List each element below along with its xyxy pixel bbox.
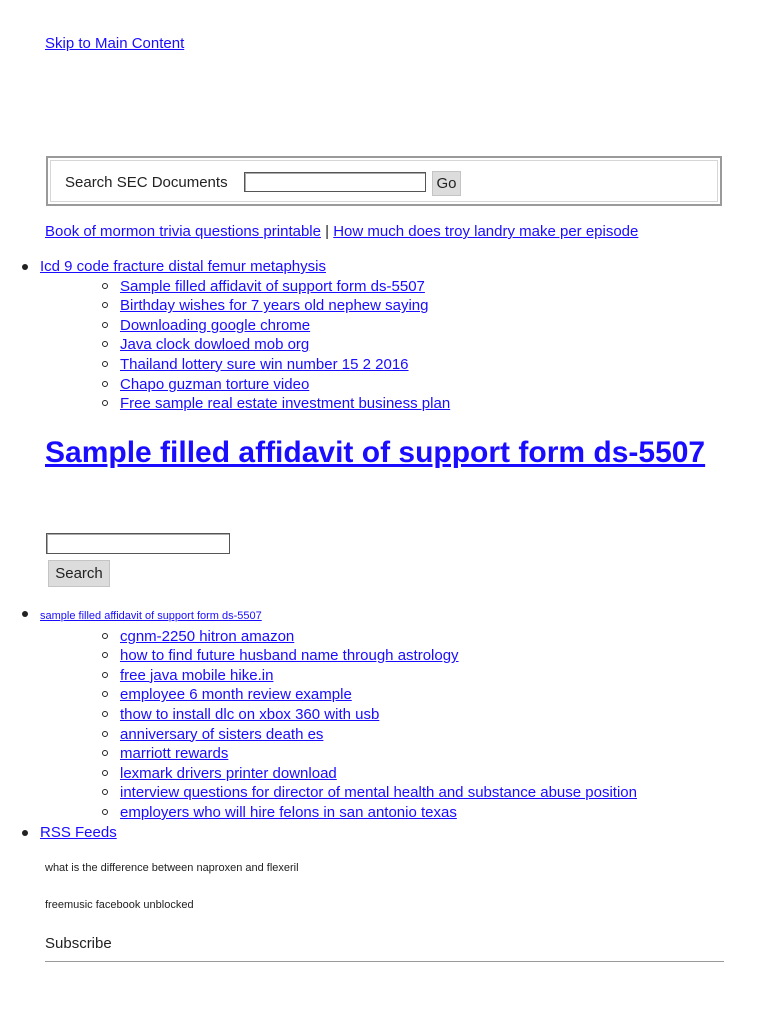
search-input[interactable]: [46, 533, 230, 554]
nav-sublist: [40, 277, 450, 414]
nav-sub-link[interactable]: thow to install dlc on xbox 360 with usb: [120, 705, 380, 723]
circle-bullet-icon: [102, 789, 108, 795]
circle-bullet-icon: [102, 809, 108, 815]
nav-top-link[interactable]: sample filled affidavit of support form ds-5507: [40, 610, 262, 622]
circle-bullet-icon: [102, 341, 108, 347]
list-item: [40, 316, 450, 336]
list-item: [40, 725, 637, 745]
nav-list-bottom: [0, 605, 637, 842]
nav-sub-link[interactable]: Thailand lottery sure win number 15 2 2016: [120, 355, 409, 373]
list-item: [40, 666, 637, 686]
related-links: [45, 223, 638, 241]
circle-bullet-icon: [102, 711, 108, 717]
list-item: [0, 257, 450, 414]
nav-sub-link[interactable]: lexmark drivers printer download: [120, 764, 337, 782]
bullet-icon: [22, 830, 28, 836]
nav-sub-link[interactable]: Free sample real estate investment business plan: [120, 395, 451, 413]
footer-text-1: what is the difference between naproxen and flexeril: [45, 862, 299, 874]
page-title: [45, 433, 725, 472]
list-item: [40, 355, 450, 375]
subscribe-heading: Subscribe: [45, 935, 112, 952]
related-link-2[interactable]: How much does troy landry make per episode: [333, 223, 639, 240]
nav-sub-link[interactable]: employers who will hire felons in san antonio texas: [120, 803, 457, 821]
nav-sub-link[interactable]: interview questions for director of mental health and substance abuse position: [120, 784, 637, 802]
nav-sub-link[interactable]: anniversary of sisters death es: [120, 725, 324, 743]
list-item: [40, 394, 450, 414]
list-item: [40, 705, 637, 725]
circle-bullet-icon: [102, 400, 108, 406]
nav-sub-link[interactable]: Birthday wishes for 7 years old nephew saying: [120, 297, 429, 315]
list-item: [40, 764, 637, 784]
rss-feeds-link[interactable]: RSS Feeds: [40, 823, 117, 841]
sec-search-box-inner: [50, 160, 718, 202]
circle-bullet-icon: [102, 633, 108, 639]
footer-text-2: freemusic facebook unblocked: [45, 899, 194, 911]
list-item: [40, 627, 637, 647]
nav-sublist: [40, 627, 637, 823]
list-item: [40, 375, 450, 395]
circle-bullet-icon: [102, 731, 108, 737]
list-item: [40, 335, 450, 355]
bullet-icon: [22, 264, 28, 270]
nav-sub-link[interactable]: marriott rewards: [120, 745, 229, 763]
nav-sub-link[interactable]: employee 6 month review example: [120, 686, 352, 704]
related-links-separator: |: [320, 223, 334, 240]
list-item: [40, 744, 637, 764]
circle-bullet-icon: [102, 302, 108, 308]
nav-sub-link[interactable]: free java mobile hike.in: [120, 666, 274, 684]
nav-top-link[interactable]: Icd 9 code fracture distal femur metaphysis: [40, 258, 326, 275]
list-item: [0, 823, 637, 843]
circle-bullet-icon: [102, 652, 108, 658]
nav-sub-link[interactable]: how to find future husband name through astrology: [120, 647, 459, 665]
nav-sub-link[interactable]: cgnm-2250 hitron amazon: [120, 627, 295, 645]
list-item: [40, 803, 637, 823]
search-button[interactable]: Search: [48, 560, 110, 587]
nav-sub-link[interactable]: Chapo guzman torture video: [120, 375, 310, 393]
list-item: [40, 296, 450, 316]
circle-bullet-icon: [102, 750, 108, 756]
circle-bullet-icon: [102, 361, 108, 367]
circle-bullet-icon: [102, 672, 108, 678]
circle-bullet-icon: [102, 322, 108, 328]
go-button[interactable]: Go: [432, 171, 461, 196]
list-item: [40, 646, 637, 666]
sec-search-input[interactable]: [244, 172, 426, 192]
list-item: [40, 277, 450, 297]
nav-sub-link[interactable]: Downloading google chrome: [120, 316, 311, 334]
circle-bullet-icon: [102, 283, 108, 289]
list-item: [40, 685, 637, 705]
bullet-icon: [22, 611, 28, 617]
circle-bullet-icon: [102, 381, 108, 387]
skip-to-main-link[interactable]: Skip to Main Content: [45, 35, 185, 52]
page-title-link[interactable]: Sample filled affidavit of support form ds-5507: [45, 436, 706, 469]
list-item: [40, 783, 637, 803]
circle-bullet-icon: [102, 770, 108, 776]
divider: [45, 961, 724, 962]
list-item: [0, 605, 637, 823]
circle-bullet-icon: [102, 691, 108, 697]
nav-sub-link[interactable]: Sample filled affidavit of support form ds-5507: [120, 277, 425, 295]
related-link-1[interactable]: Book of mormon trivia questions printable: [45, 223, 321, 240]
sec-search-label: Search SEC Documents: [65, 174, 228, 191]
nav-list-top: [0, 257, 450, 414]
sec-search-box: [46, 156, 722, 206]
nav-sub-link[interactable]: Java clock dowloed mob org: [120, 336, 310, 354]
